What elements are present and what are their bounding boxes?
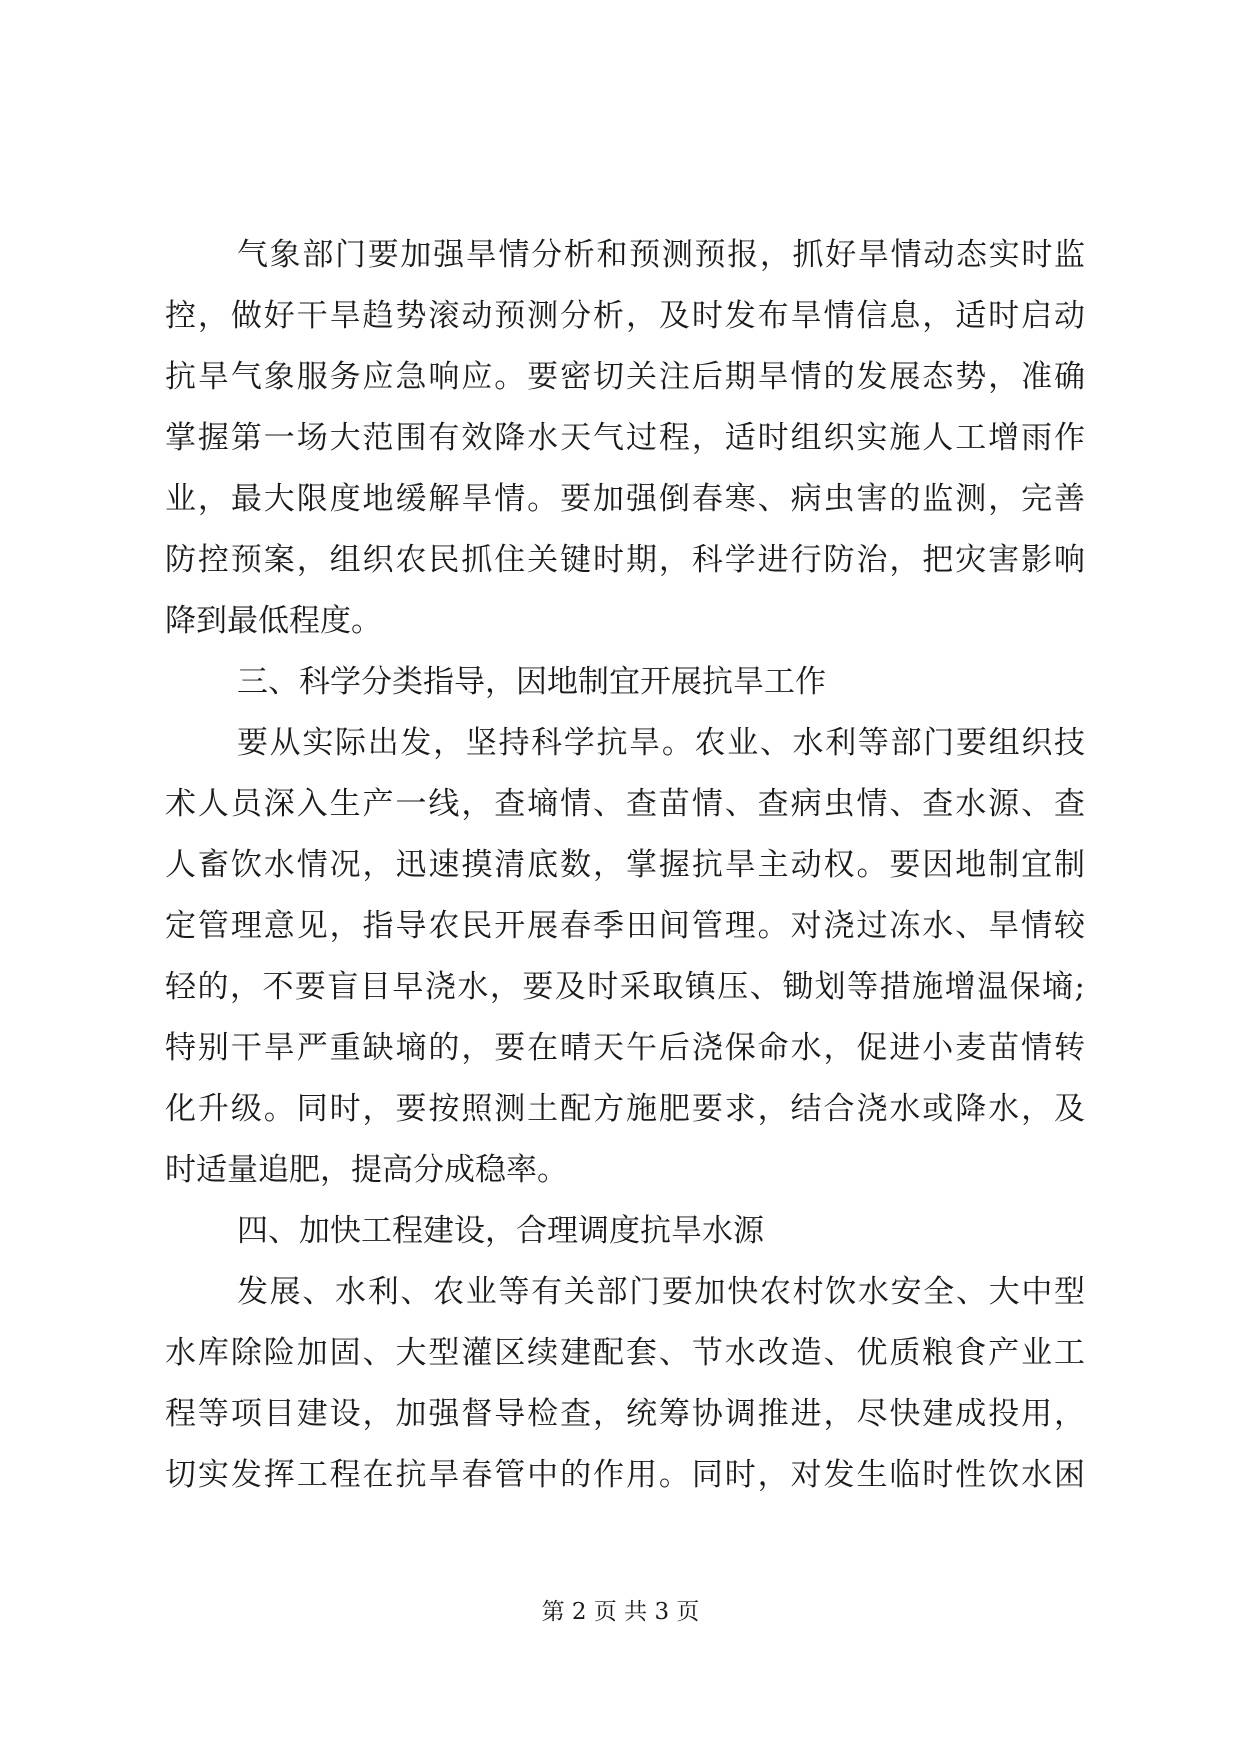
text-line: 要从实际出发，坚持科学抗旱。农业、水利等部门要组织技 [237, 725, 1085, 761]
text-line: 术人员深入生产一线，查墒情、查苗情、查病虫情、查水源、查 [165, 786, 1085, 822]
text-line: 发展、水利、农业等有关部门要加快农村饮水安全、大中型 [237, 1274, 1085, 1310]
text-line: 轻的，不要盲目早浇水，要及时采取镇压、锄划等措施增温保墒; [165, 969, 1085, 1005]
text-line: 控，做好干旱趋势滚动预测分析，及时发布旱情信息，适时启动 [165, 298, 1085, 334]
text-line: 四、加快工程建设，合理调度抗旱水源 [237, 1213, 764, 1249]
text-line: 特别干旱严重缺墒的，要在晴天午后浇保命水，促进小麦苗情转 [165, 1030, 1085, 1066]
text-line: 业，最大限度地缓解旱情。要加强倒春寒、病虫害的监测，完善 [165, 481, 1085, 517]
text-line: 水库除险加固、大型灌区续建配套、节水改造、优质粮食产业工 [165, 1335, 1085, 1371]
text-line: 化升级。同时，要按照测土配方施肥要求，结合浇水或降水，及 [165, 1091, 1085, 1127]
page-number-footer: 第 2 页 共 3 页 [541, 1599, 700, 1625]
text-line: 时适量追肥，提高分成稳率。 [165, 1152, 568, 1188]
text-line: 三、科学分类指导，因地制宜开展抗旱工作 [237, 664, 826, 700]
text-line: 切实发挥工程在抗旱春管中的作用。同时，对发生临时性饮水困 [165, 1457, 1085, 1493]
text-line: 防控预案，组织农民抓住关键时期，科学进行防治，把灾害影响 [165, 542, 1085, 578]
document-body [165, 225, 1085, 1506]
text-line: 程等项目建设，加强督导检查，统筹协调推进，尽快建成投用， [165, 1396, 1085, 1432]
text-line: 降到最低程度。 [165, 603, 382, 639]
text-line: 定管理意见，指导农民开展春季田间管理。对浇过冻水、旱情较 [165, 908, 1085, 944]
text-line: 抗旱气象服务应急响应。要密切关注后期旱情的发展态势，准确 [165, 359, 1085, 395]
text-line: 人畜饮水情况，迅速摸清底数，掌握抗旱主动权。要因地制宜制 [165, 847, 1085, 883]
text-line: 气象部门要加强旱情分析和预测预报，抓好旱情动态实时监 [237, 237, 1085, 273]
text-line: 掌握第一场大范围有效降水天气过程，适时组织实施人工增雨作 [165, 420, 1085, 456]
